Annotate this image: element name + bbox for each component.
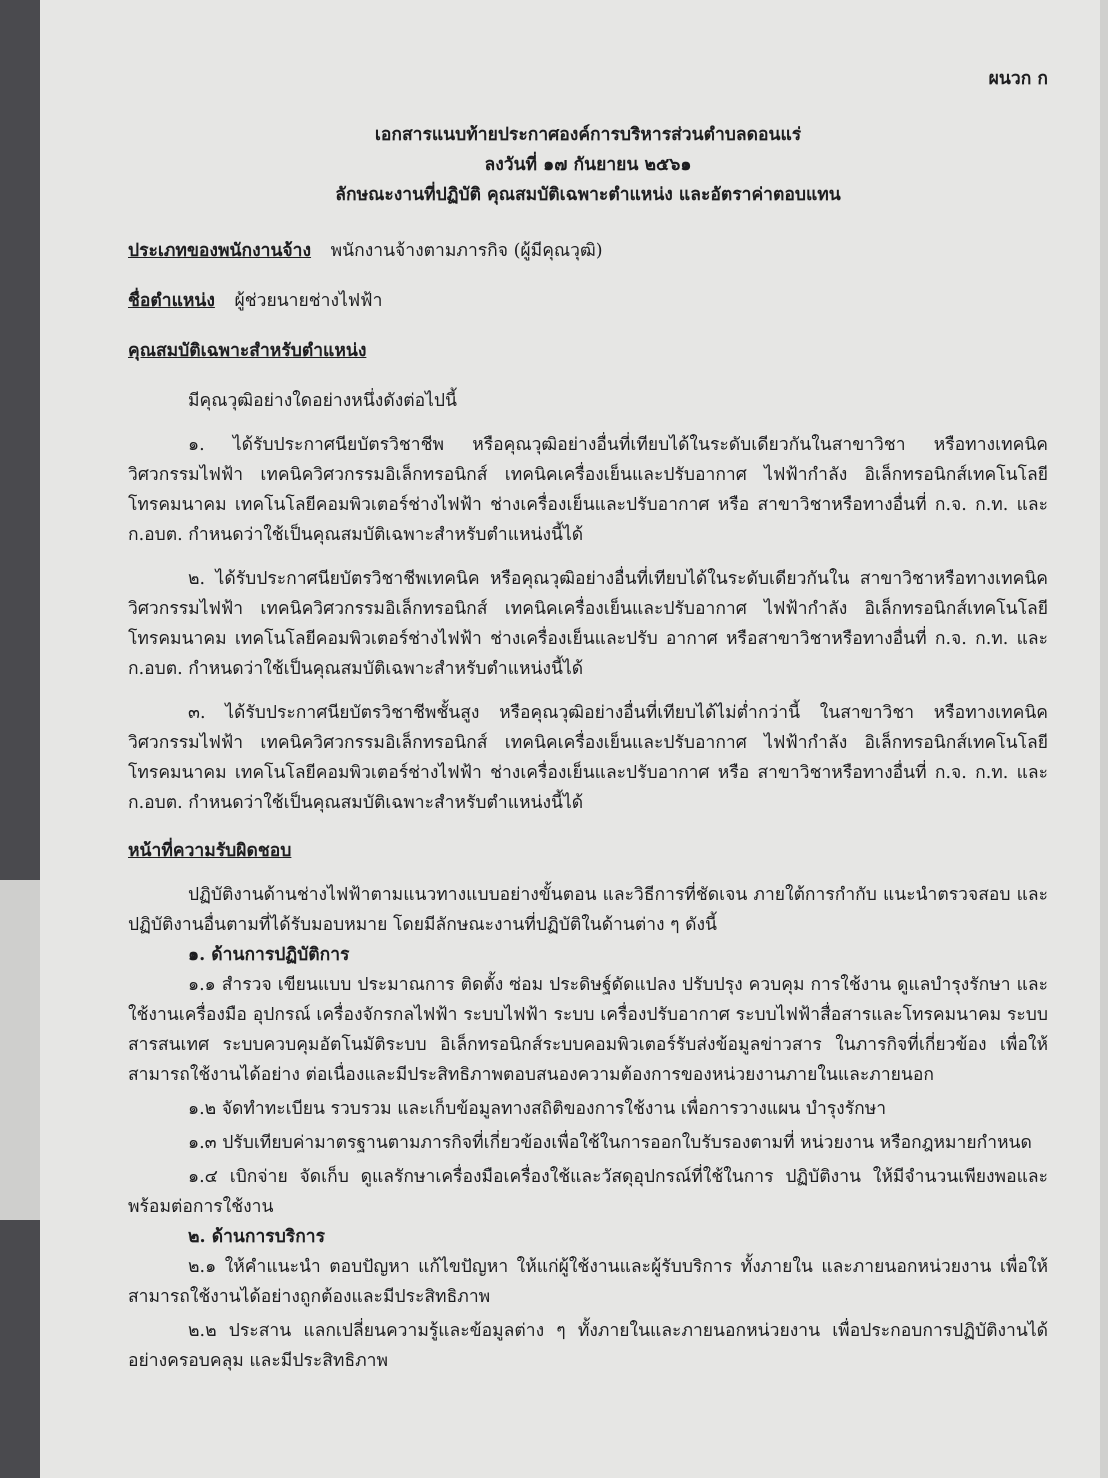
document-page	[40, 0, 1108, 1478]
qualifications-intro: มีคุณวุฒิอย่างใดอย่างหนึ่งดังต่อไปนี้	[188, 391, 457, 411]
section-2-item-2: ๒.๒ ประสาน แลกเปลี่ยนความรู้และข้อมูลต่าง ๆ ทั้งภายในและภายนอกหน่วยงาน เพื่อประกอบการปฏิบัติงานได้อย่างครอบคลุม และมีประสิทธิภาพ	[128, 1321, 1048, 1371]
employee-type-value: พนักงานจ้างตามภารกิจ (ผู้มีคุณวุฒิ)	[330, 241, 603, 261]
duties-intro: ปฏิบัติงานด้านช่างไฟฟ้าตามแนวทางแบบอย่างขั้นตอน และวิธีการที่ชัดเจน ภายใต้การกำกับ แนะนำตรวจสอบ และปฏิบัติงานอื่นตามที่ได้รับมอบหมาย โดยมีลักษณะงานที่ปฏิบัติในด้านต่าง ๆ ดังนี้	[128, 885, 1048, 935]
title-line-1: เอกสารแนบท้ายประกาศองค์การบริหารส่วนตำบลดอนแร่	[374, 125, 802, 145]
position-label: ชื่อตำแหน่ง	[128, 291, 215, 311]
duties-heading	[128, 836, 1048, 866]
duties-heading-text: หน้าที่ความรับผิดชอบ	[128, 841, 292, 861]
position-value: ผู้ช่วยนายช่างไฟฟ้า	[234, 291, 383, 311]
section-2-item-1: ๒.๑ ให้คำแนะนำ ตอบปัญหา แก้ไขปัญหา ให้แก่ผู้ใช้งานและผู้รับบริการ ทั้งภายใน และภายนอกหน่วยงาน เพื่อให้สามารถใช้งานได้อย่างถูกต้องและมีประสิทธิภาพ	[128, 1257, 1048, 1307]
qualification-item-1: ๑. ได้รับประกาศนียบัตรวิชาชีพ หรือคุณวุฒิอย่างอื่นที่เทียบได้ในระดับเดียวกันในสาขาวิชา หรือทางเทคนิควิศวกรรมไฟฟ้า เทคนิควิศวกรรมอิเล็กทรอนิกส์ เทคนิคเครื่องเย็นและปรับอากาศ ไฟฟ้ากำลัง อิเล็กทรอนิกส์เทคโนโลยีโทรคมนาคม เทคโนโลยีคอมพิวเตอร์ช่างไฟฟ้า ช่างเครื่องเย็นและปรับอากาศ หรือ สาขาวิชาหรือทางอื่นที่ ก.จ. ก.ท. และ ก.อบต. กำหนดว่าใช้เป็นคุณสมบัติเฉพาะสำหรับตำแหน่งนี้ได้	[128, 435, 1048, 545]
qualifications-heading-text: คุณสมบัติเฉพาะสำหรับตำแหน่ง	[128, 341, 367, 361]
qualification-item-3: ๓. ได้รับประกาศนียบัตรวิชาชีพชั้นสูง หรือคุณวุฒิอย่างอื่นที่เทียบได้ไม่ต่ำกว่านี้ ในสาขาวิชา หรือทางเทคนิควิศวกรรมไฟฟ้า เทคนิควิศวกรรมอิเล็กทรอนิกส์ เทคนิคเครื่องเย็นและปรับอากาศ ไฟฟ้ากำลัง อิเล็กทรอนิกส์เทคโนโลยีโทรคมนาคม เทคโนโลยีคอมพิวเตอร์ช่างไฟฟ้า ช่างเครื่องเย็นและปรับอากาศ หรือ สาขาวิชาหรือทางอื่นที่ ก.จ. ก.ท. และ ก.อบต. กำหนดว่าใช้เป็นคุณสมบัติเฉพาะสำหรับตำแหน่งนี้ได้	[128, 703, 1048, 813]
title-line-2: ลงวันที่ ๑๗ กันยายน ๒๕๖๑	[484, 155, 692, 175]
annex-label: ผนวก ก	[988, 69, 1048, 89]
title-line-3: ลักษณะงานที่ปฏิบัติ คุณสมบัติเฉพาะตำแหน่ง และอัตราค่าตอบแทน	[335, 185, 841, 205]
section-1-heading: ๑. ด้านการปฏิบัติการ	[188, 945, 350, 965]
section-2-heading: ๒. ด้านการบริการ	[188, 1227, 326, 1247]
qualification-item-2: ๒. ได้รับประกาศนียบัตรวิชาชีพเทคนิค หรือคุณวุฒิอย่างอื่นที่เทียบได้ในระดับเดียวกันใน สาขาวิชาหรือทางเทคนิควิศวกรรมไฟฟ้า เทคนิควิศวกรรมอิเล็กทรอนิกส์ เทคนิคเครื่องเย็นและปรับอากาศ ไฟฟ้ากำลัง อิเล็กทรอนิกส์เทคโนโลยีโทรคมนาคม เทคโนโลยีคอมพิวเตอร์ช่างไฟฟ้า ช่างเครื่องเย็นและปรับ อากาศ หรือสาขาวิชาหรือทางอื่นที่ ก.จ. ก.ท. และ ก.อบต. กำหนดว่าใช้เป็นคุณสมบัติเฉพาะสำหรับตำแหน่งนี้ได้	[128, 569, 1048, 679]
page-shadow	[1100, 0, 1108, 1478]
employee-type-label: ประเภทของพนักงานจ้าง	[128, 241, 312, 261]
underlying-page-edge	[0, 880, 40, 1220]
position-row	[128, 286, 1048, 316]
section-1-item-1: ๑.๑ สำรวจ เขียนแบบ ประมาณการ ติดตั้ง ซ่อม ประดิษฐ์ดัดแปลง ปรับปรุง ควบคุม การใช้งาน ดูแลบำรุงรักษา และใช้งานเครื่องมือ อุปกรณ์ เครื่องจักรกลไฟฟ้า ระบบไฟฟ้า ระบบ เครื่องปรับอากาศ ระบบไฟฟ้าสื่อสารและโทรคมนาคม ระบบสารสนเทศ ระบบควบคุมอัตโนมัติระบบ อิเล็กทรอนิกส์ระบบคอมพิวเตอร์รับส่งข้อมูลข่าวสาร ในภารกิจที่เกี่ยวข้อง เพื่อให้สามารถใช้งานได้อย่าง ต่อเนื่องและมีประสิทธิภาพตอบสนองความต้องการของหน่วยงานภายในและภายนอก	[128, 975, 1048, 1085]
qualifications-heading	[128, 336, 1048, 366]
section-1-item-3: ๑.๓ ปรับเทียบค่ามาตรฐานตามภารกิจที่เกี่ยวข้องเพื่อใช้ในการออกใบรับรองตามที่ หน่วยงาน หรือกฎหมายกำหนด	[188, 1133, 1032, 1153]
employee-type-row	[128, 236, 1048, 266]
section-1-item-4: ๑.๔ เบิกจ่าย จัดเก็บ ดูแลรักษาเครื่องมือเครื่องใช้และวัสดุอุปกรณ์ที่ใช้ในการ ปฏิบัติงาน ให้มีจำนวนเพียงพอและพร้อมต่อการใช้งาน	[128, 1167, 1048, 1217]
section-1-item-2: ๑.๒ จัดทำทะเบียน รวบรวม และเก็บข้อมูลทางสถิติของการใช้งาน เพื่อการวางแผน บำรุงรักษา	[188, 1099, 887, 1119]
